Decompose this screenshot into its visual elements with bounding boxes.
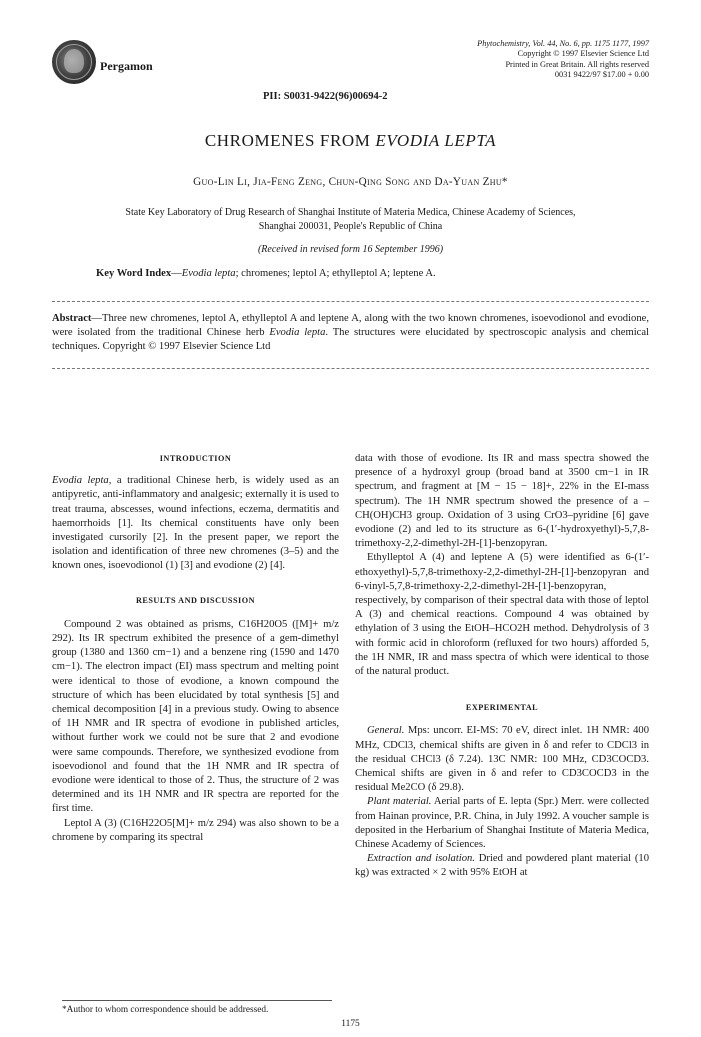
publisher-logo xyxy=(52,40,96,84)
general-paragraph xyxy=(355,724,649,795)
results-paragraph-2: Leptol A (3) (C16H22O5[M]+ m/z 294) was also shown to be a chromene by comparing its spectral xyxy=(52,817,339,843)
section-heading-results: RESULTS AND DISCUSSION xyxy=(136,595,255,605)
journal-line: 0031 9422/97 $17.00 + 0.00 xyxy=(554,70,649,80)
affiliation-line: Shanghai 200031, People's Republic of China xyxy=(258,220,443,232)
plant-material-paragraph xyxy=(355,795,649,852)
extraction-label: Extraction and isolation. xyxy=(367,853,475,865)
abstract xyxy=(52,312,649,353)
results-paragraph: Compound 2 was obtained as prisms, C16H20O5 ([M]+ m/z 292). Its IR spectrum exhibited the presence of a gem-dimethyl group (1380 and 1360 cm−1) and a benzene ring (1590 and 1470 cm−1). The electron impact (EI) mass spectrum and melting point were identical to those of evodione, a known compound the structure of which has been elucidated by total synthesis [5] and chemical decomposition [4] in a previous study. Owing to absence of 1H NMR and IR spectra of evodione in published articles, without further work we could not be sure that 2 and evodione were same compounds. Therefore, we synthesized evodione from isoevodionol and found that the 1H NMR and IR spectra of evodione were identical to those of 2. Thus, the structure of 2 was determined and its 1H NMR and IR spectra are reported for the first time. xyxy=(52,618,339,815)
affiliation-line: State Key Laboratory of Drug Research of Shanghai Institute of Materia Medica, Chinese Academy of Sciences, xyxy=(125,207,576,218)
pii-identifier: PII: S0031-9422(96)00694-2 xyxy=(263,91,388,102)
right-column xyxy=(355,452,649,881)
footnote-rule xyxy=(62,1000,332,1001)
abstract-text: —Three new chromenes, leptol A, ethylleptol A and leptene A, along with the two known chromenes, isoevodionol and evodione, were isolated from the traditional Chinese herb xyxy=(52,313,649,338)
abstract-label: Abstract xyxy=(52,313,92,324)
keywords-list: ; chromenes; leptol A; ethylleptol A; leptene A. xyxy=(235,268,436,279)
keywords-label: Key Word Index xyxy=(96,268,172,279)
abstract-species: Evodia lepta xyxy=(269,326,326,338)
section-heading-experimental: EXPERIMENTAL xyxy=(465,703,539,713)
abstract-bottom-rule xyxy=(52,368,649,369)
author-list: Guo-Lin Li, Jia-Feng Zeng, Chun-Qing Song and Da-Yuan Zhu* xyxy=(193,176,508,188)
discussion-paragraph-2: Ethylleptol A (4) and leptene A (5) were identified as 6-(1′-ethoxyethyl)-5,7,8-trimethoxy-2,2-dimethyl-2H-[1]-benzopyran and 6-vinyl-5,7,8-trimethoxy-2,2-dimethyl-2H-[1]-benzopyran, respectively, by comparison of their spectral data with those of leptol A (3) and chemical reactions. Compound 4 was obtained by ethylation of 3 using the EtOH–HCO2H method. Dehydrolysis of 3 with formic acid in chloroform (refluxed for two hours) afforded 5, the 1H NMR, IR and mass spectra of which were identical to those of the natural product. xyxy=(355,552,649,678)
journal-line: Phytochemistry, Vol. 44, No. 6, pp. 1175 1177, 1997 xyxy=(477,39,649,48)
affiliation xyxy=(60,206,641,233)
extraction-paragraph xyxy=(355,852,649,880)
intro-text: , a traditional Chinese herb, is widely used as an antipyretic, anti-inflammatory and analgesic; externally it is used to treat trauma, abscesses, wound infections, eczema, dermatitis and haemorrhoids [1]. Its chemical constituents have only been investigated cursorily [2]. In the present paper, we report the isolation and identification of three new chromenes (3–5) and the known ones, isoevodionol (1) [3] and evodione (2) [4]. xyxy=(52,475,340,572)
left-column xyxy=(52,452,339,845)
intro-paragraph xyxy=(52,474,339,573)
keywords-species: Evodia lepta xyxy=(181,268,236,279)
section-heading-introduction: INTRODUCTION xyxy=(159,454,232,463)
paper-title xyxy=(0,131,701,151)
general-label: General. xyxy=(367,725,405,737)
intro-species: Evodia lepta xyxy=(52,475,109,487)
extraction-text: Dried and powdered plant material (10 kg) was extracted × 2 with 95% EtOH at xyxy=(355,853,650,879)
plant-label: Plant material. xyxy=(367,796,432,808)
journal-line: Copyright © 1997 Elsevier Science Ltd xyxy=(517,49,649,59)
journal-info xyxy=(319,39,649,81)
plant-text: Aerial parts of E. lepta (Spr.) Merr. were collected from Hainan province, P.R. China, in July 1992. A voucher sample is deposited in the Herbarium of Shanghai Institute of Materia Medica, Chinese Academy of Sciences. xyxy=(355,796,649,851)
logo-tree-icon xyxy=(64,49,84,73)
title-main: CHROMENES FROM xyxy=(204,131,376,150)
keywords: Key Word Index—Evodia lepta; chromenes; leptol A; ethylleptol A; leptene A. xyxy=(96,268,436,279)
journal-line: Printed in Great Britain. All rights reserved xyxy=(505,59,649,69)
discussion-paragraph: data with those of evodione. Its IR and mass spectra showed the presence of a hydroxyl group (broad band at 3500 cm−1 in IR spectrum, and fragment at [M − 15 − 18]+, 22% in the EI-mass spectrum). The 1H NMR spectrum showed the presence of a –CH(OH)CH3 group. Oxidation of 3 using CrO3–pyridine [6] gave evodione (2) and led to its structure as 6-(1′-hydroxyethyl)-5,7,8-trimethoxy-2,2-dimethyl-2H-[1]-benzopyran. xyxy=(355,453,649,550)
general-text: Mps: uncorr. EI-MS: 70 eV, direct inlet. 1H NMR: 400 MHz, CDCl3, chemical shifts are given in δ and refer to CDCl3 in the residual CHCl3 (δ 7.24). 13C NMR: 100 MHz, CD3COCD3. Chemical shifts are given in δ and refer to CD3COCD3 in the residual Me2CO (δ 29.8). xyxy=(355,725,649,794)
footnote: *Author to whom correspondence should be addressed. xyxy=(62,1005,269,1015)
page-number: 1175 xyxy=(341,1019,360,1029)
title-species: EVODIA LEPTA xyxy=(375,131,497,150)
received-date: (Received in revised form 16 September 1996) xyxy=(257,244,444,255)
publisher-name: Pergamon xyxy=(100,59,153,73)
abstract-top-rule xyxy=(52,301,649,302)
abstract-text-end: . The structures were elucidated by spectroscopic analysis and chemical techniques. Copyright © 1997 Elsevier Science Ltd xyxy=(52,326,650,352)
